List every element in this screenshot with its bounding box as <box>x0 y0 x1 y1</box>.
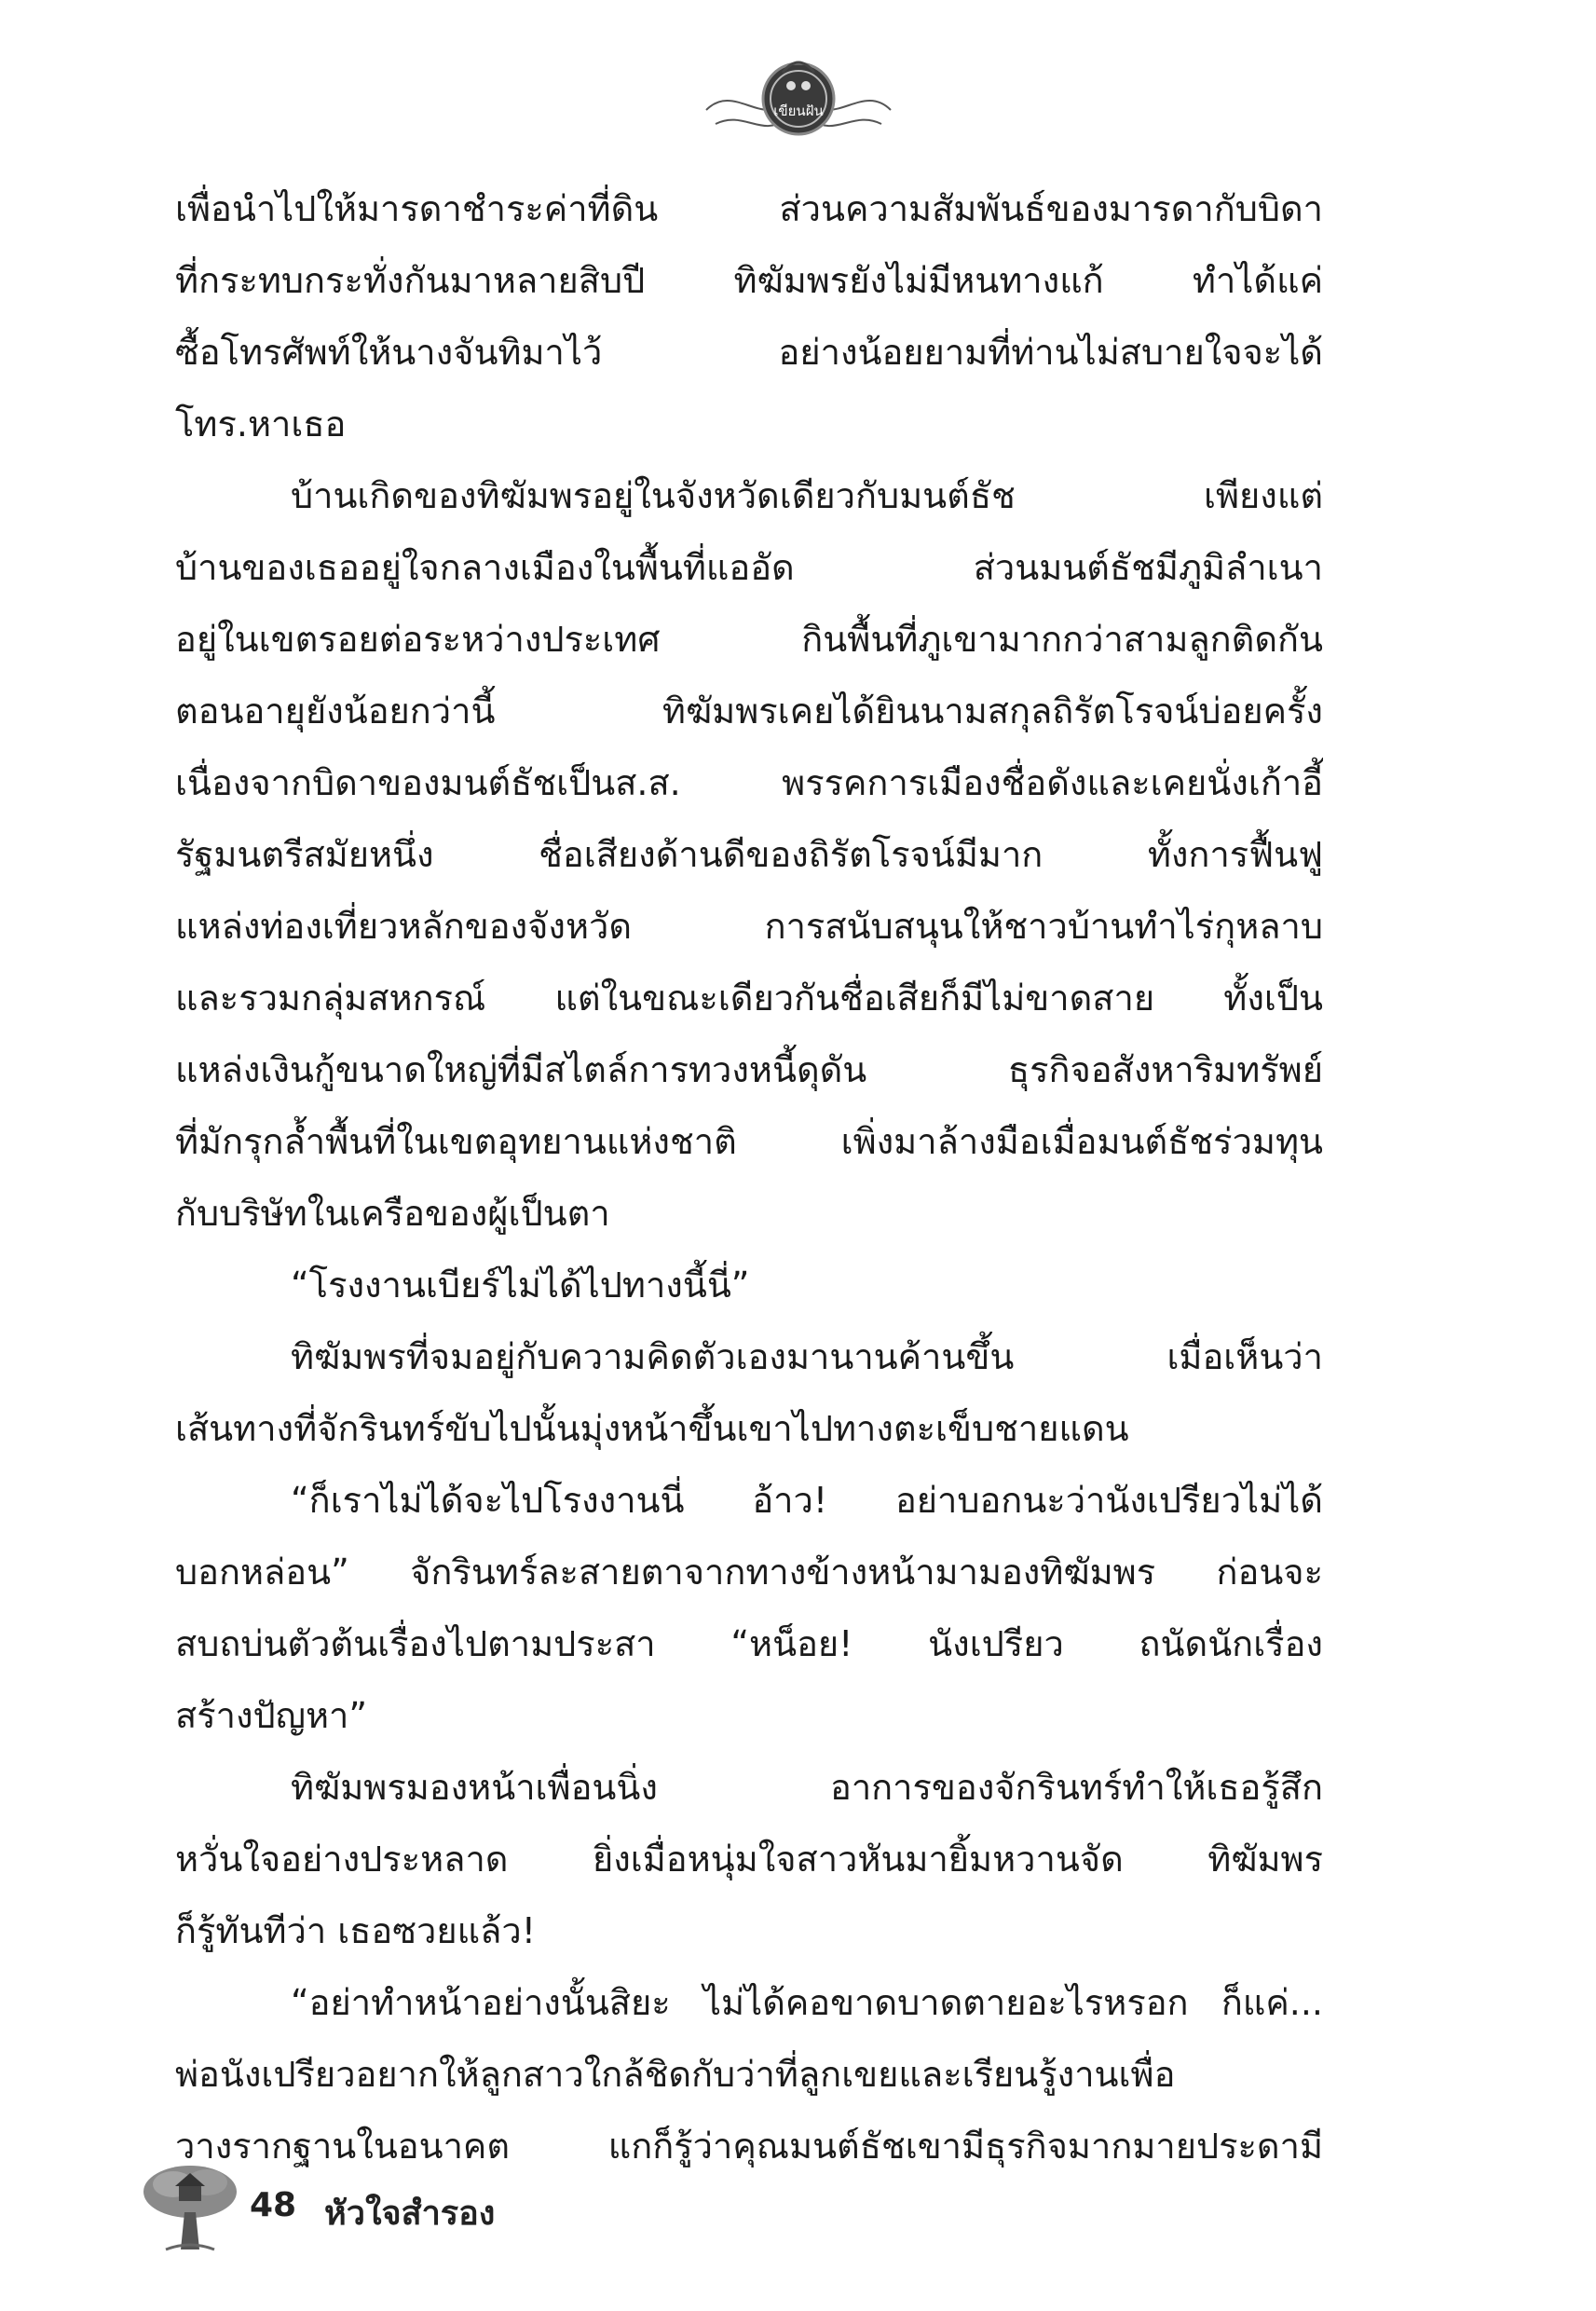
text-line: แหล่งเงินกู้ขนาดใหญ่ที่มีสไตล์การทวงหนี้ดุดัน ธุรกิจอสังหาริมทรัพย์ <box>175 1049 1323 1090</box>
text-line: เพื่อนำไปให้มารดาชำระค่าที่ดิน ส่วนความสัมพันธ์ของมารดากับบิดา <box>175 188 1323 229</box>
text-line: ที่กระทบกระทั่งกันมาหลายสิบปี ทิฆัมพรยังไม่มีหนทางแก้ ทำได้แค่ <box>175 260 1323 301</box>
text-line: “อย่าทำหน้าอย่างนั้นสิยะ ไม่ได้คอขาดบาดตายอะไรหรอก ก็แค่... <box>291 1982 1323 2023</box>
text-line: “โรงงานเบียร์ไม่ได้ไปทางนี้นี่” <box>291 1265 750 1306</box>
text-line: ทิฆัมพรมองหน้าเพื่อนนิ่ง อาการของจักรินทร์ทำให้เธอรู้สึก <box>291 1767 1323 1808</box>
text-line: บ้านเกิดของทิฆัมพรอยู่ในจังหวัดเดียวกับมนต์ธัช เพียงแต่ <box>291 475 1323 516</box>
text-line: “ก็เราไม่ได้จะไปโรงงานนี่ อ้าว! อย่าบอกนะว่านังเปรียวไม่ได้ <box>291 1480 1323 1521</box>
text-line: ซื้อโทรศัพท์ให้นางจันทิมาไว้ อย่างน้อยยามที่ท่านไม่สบายใจจะได้ <box>175 332 1323 373</box>
text-line: เส้นทางที่จักรินทร์ขับไปนั้นมุ่งหน้าขึ้นเขาไปทางตะเข็บชายแดน <box>175 1408 1129 1449</box>
text-line: เนื่องจากบิดาของมนต์ธัชเป็นส.ส. พรรคการเมืองชื่อดังและเคยนั่งเก้าอี้ <box>175 762 1323 803</box>
svg-text:เขียนฝัน: เขียนฝัน <box>773 103 824 119</box>
text-line: ก็รู้ทันทีว่า เธอซวยแล้ว! <box>175 1910 536 1951</box>
text-line: สร้างปัญหา” <box>175 1695 368 1736</box>
text-line: ตอนอายุยังน้อยกว่านี้ ทิฆัมพรเคยได้ยินนามสกุลถิรัตโรจน์บ่อยครั้ง <box>175 691 1323 732</box>
text-line: รัฐมนตรีสมัยหนึ่ง ชื่อเสียงด้านดีของถิรัตโรจน์มีมาก ทั้งการฟื้นฟู <box>175 834 1323 875</box>
text-line: แหล่งท่องเที่ยวหลักของจังหวัด การสนับสนุนให้ชาวบ้านทำไร่กุหลาบ <box>175 906 1323 947</box>
text-line: บอกหล่อน” จักรินทร์ละสายตาจากทางข้างหน้ามามองทิฆัมพร ก่อนจะ <box>175 1552 1323 1593</box>
text-line: อยู่ในเขตรอยต่อระหว่างประเทศ กินพื้นที่ภูเขามากกว่าสามลูกติดกัน <box>175 619 1323 660</box>
text-line: ทิฆัมพรที่จมอยู่กับความคิดตัวเองมานานค้านขึ้น เมื่อเห็นว่า <box>291 1336 1323 1377</box>
text-line: และรวมกลุ่มสหกรณ์ แต่ในขณะเดียวกันชื่อเสียก็มีไม่ขาดสาย ทั้งเป็น <box>175 978 1323 1019</box>
book-title: หัวใจสำรอง <box>324 2195 496 2233</box>
header-logo <box>697 45 900 147</box>
text-line: โทร.หาเธอ <box>175 403 347 444</box>
ornamental-crest-icon <box>697 45 900 147</box>
text-line: หวั่นใจอย่างประหลาด ยิ่งเมื่อหนุ่มใจสาวหันมายิ้มหวานจัด ทิฆัมพร <box>175 1839 1323 1880</box>
text-line: พ่อนังเปรียวอยากให้ลูกสาวใกล้ชิดกับว่าที่ลูกเขยและเรียนรู้งานเพื่อ <box>175 2054 1176 2095</box>
text-line: วางรากฐานในอนาคต แกก็รู้ว่าคุณมนต์ธัชเขามีธุรกิจมากมายประดามี <box>175 2126 1323 2167</box>
text-line: ที่มักรุกล้ำพื้นที่ในเขตอุทยานแห่งชาติ เพิ่งมาล้างมือเมื่อมนต์ธัชร่วมทุน <box>175 1121 1323 1162</box>
page-footer <box>138 2160 697 2253</box>
text-line: สบถบ่นตัวต้นเรื่องไปตามประสา “หน็อย! นังเปรียว ถนัดนักเรื่อง <box>175 1623 1323 1664</box>
text-line: กับบริษัทในเครือของผู้เป็นตา <box>175 1193 610 1234</box>
tree-house-icon <box>138 2160 242 2253</box>
page-number: 48 <box>250 2186 297 2224</box>
text-line: บ้านของเธออยู่ใจกลางเมืองในพื้นที่แออัด ส่วนมนต์ธัชมีภูมิลำเนา <box>175 547 1323 588</box>
body-text <box>175 173 1323 2182</box>
